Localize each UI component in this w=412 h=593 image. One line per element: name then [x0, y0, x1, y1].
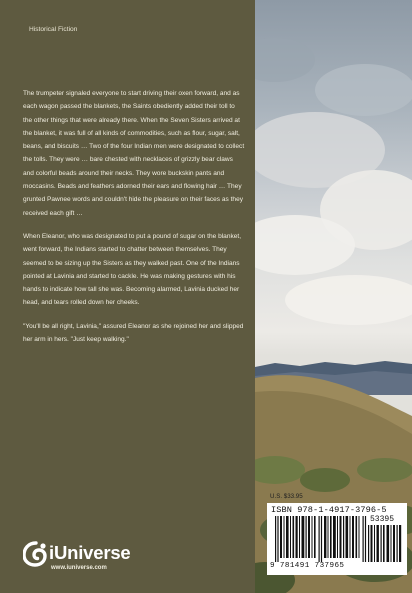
blurb-paragraph-1: The trumpeter signaled everyone to start driving their oxen forward, and as each wagon passed the blankets, the Saints obediently added their toll to the other things that were already there. When the Seven Sisters arrived at the blanket, it was full of all kinds of commodities, such as flour, sugar, salt, beans, and biscuits … Two of the four Indian men were designated to collect the tolls. They were … bare chested with necklaces of grizzly bear claws and colorful beads around their necks. They wore buckskin pants and moccasins. Beads and feathers adorned their ears and flowing hair … They grunted Pawnee words and couldn't hide the pleasure on their faces as they received each gift … [23, 90, 245, 217]
price-addon-digits: 53395 [370, 515, 395, 524]
isbn-number: ISBN 978-1-4917-3796-5 [271, 505, 387, 515]
addon-barcode-bars [368, 525, 402, 562]
price-label: U.S. $33.95 [270, 493, 303, 500]
genre-label: Historical Fiction [29, 26, 78, 33]
blurb-paragraph-3: "You'll be all right, Lavinia," assured Eleanor as she rejoined her and slipped her arm in hers. "Just keep walking." [23, 322, 244, 344]
blurb-excerpt [23, 87, 245, 356]
publisher-url: www.iuniverse.com [51, 565, 107, 571]
ean-digits: 9 781491 737965 [270, 562, 345, 570]
publisher-name: iUniverse [49, 542, 131, 563]
iuniverse-swirl-icon [23, 541, 49, 567]
ean-barcode-bars [275, 516, 367, 562]
isbn-barcode [267, 503, 407, 575]
publisher-logo [23, 541, 163, 581]
blurb-paragraph-2: When Eleanor, who was designated to put a pound of sugar on the blanket, went forward, the Indians started to chatter between themselves. They seemed to be sizing up the Sisters as they walked past. One of the Indians pointed at Lavinia and started to cackle. He was making gestures with his hands to indicate how tall she was. Becoming alarmed, Lavinia ducked her head, and tears rolled down her cheeks. [23, 232, 242, 307]
